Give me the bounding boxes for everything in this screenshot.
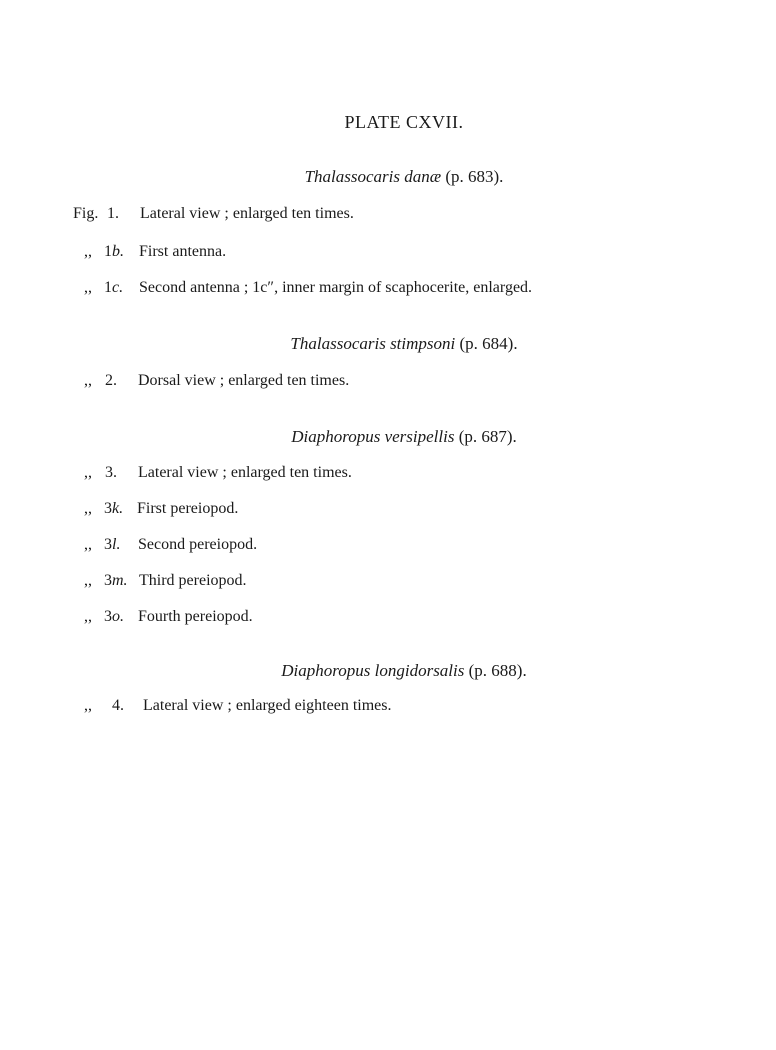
figure-description: Second pereiopod. xyxy=(138,536,258,553)
species-heading xyxy=(0,167,776,187)
species-name: Thalassocaris danæ xyxy=(304,167,442,186)
figure-description: Dorsal view ; enlarged ten times. xyxy=(138,372,350,389)
page-reference: (p. 684). xyxy=(459,334,518,353)
figure-prefix: Fig. xyxy=(73,205,99,222)
figure-number: 3m. xyxy=(104,572,128,589)
figure-number: 3k. xyxy=(104,500,124,517)
figure-description: Second antenna ; 1c″, inner margin of scaphocerite, enlarged. xyxy=(139,279,533,296)
species-name: Diaphoropus versipellis xyxy=(291,427,455,446)
figure-description: First antenna. xyxy=(139,243,227,260)
figure-number: 1b. xyxy=(104,243,124,260)
figure-prefix: ,, xyxy=(84,608,92,625)
figure-number: 1c. xyxy=(104,279,124,296)
figure-number: 2. xyxy=(105,372,117,389)
figure-description: Lateral view ; enlarged ten times. xyxy=(140,205,354,222)
figure-number: 4. xyxy=(112,697,124,714)
species-name: Diaphoropus longidorsalis xyxy=(281,661,465,680)
figure-prefix: ,, xyxy=(84,243,92,260)
figure-prefix: ,, xyxy=(84,536,92,553)
page-reference: (p. 688). xyxy=(468,661,527,680)
species-heading xyxy=(0,334,776,354)
page-reference: (p. 687). xyxy=(458,427,517,446)
species-heading xyxy=(0,661,776,681)
figure-prefix: ,, xyxy=(84,697,92,714)
figure-number: 3o. xyxy=(104,608,124,625)
figure-prefix: ,, xyxy=(84,372,92,389)
figure-number: 3. xyxy=(105,464,117,481)
plate-title: PLATE CXVII. xyxy=(344,112,464,132)
figure-prefix: ,, xyxy=(84,464,92,481)
figure-number: 3l. xyxy=(104,536,121,553)
figure-number: 1. xyxy=(107,205,119,222)
figure-description: Lateral view ; enlarged ten times. xyxy=(138,464,352,481)
figure-description: Third pereiopod. xyxy=(139,572,247,589)
figure-prefix: ,, xyxy=(84,500,92,517)
figure-description: Lateral view ; enlarged eighteen times. xyxy=(143,697,392,714)
figure-prefix: ,, xyxy=(84,279,92,296)
species-heading xyxy=(0,427,776,447)
figure-prefix: ,, xyxy=(84,572,92,589)
figure-description: Fourth pereiopod. xyxy=(138,608,253,625)
species-name: Thalassocaris stimpsoni xyxy=(290,334,456,353)
page-reference: (p. 683). xyxy=(445,167,504,186)
figure-description: First pereiopod. xyxy=(137,500,239,517)
